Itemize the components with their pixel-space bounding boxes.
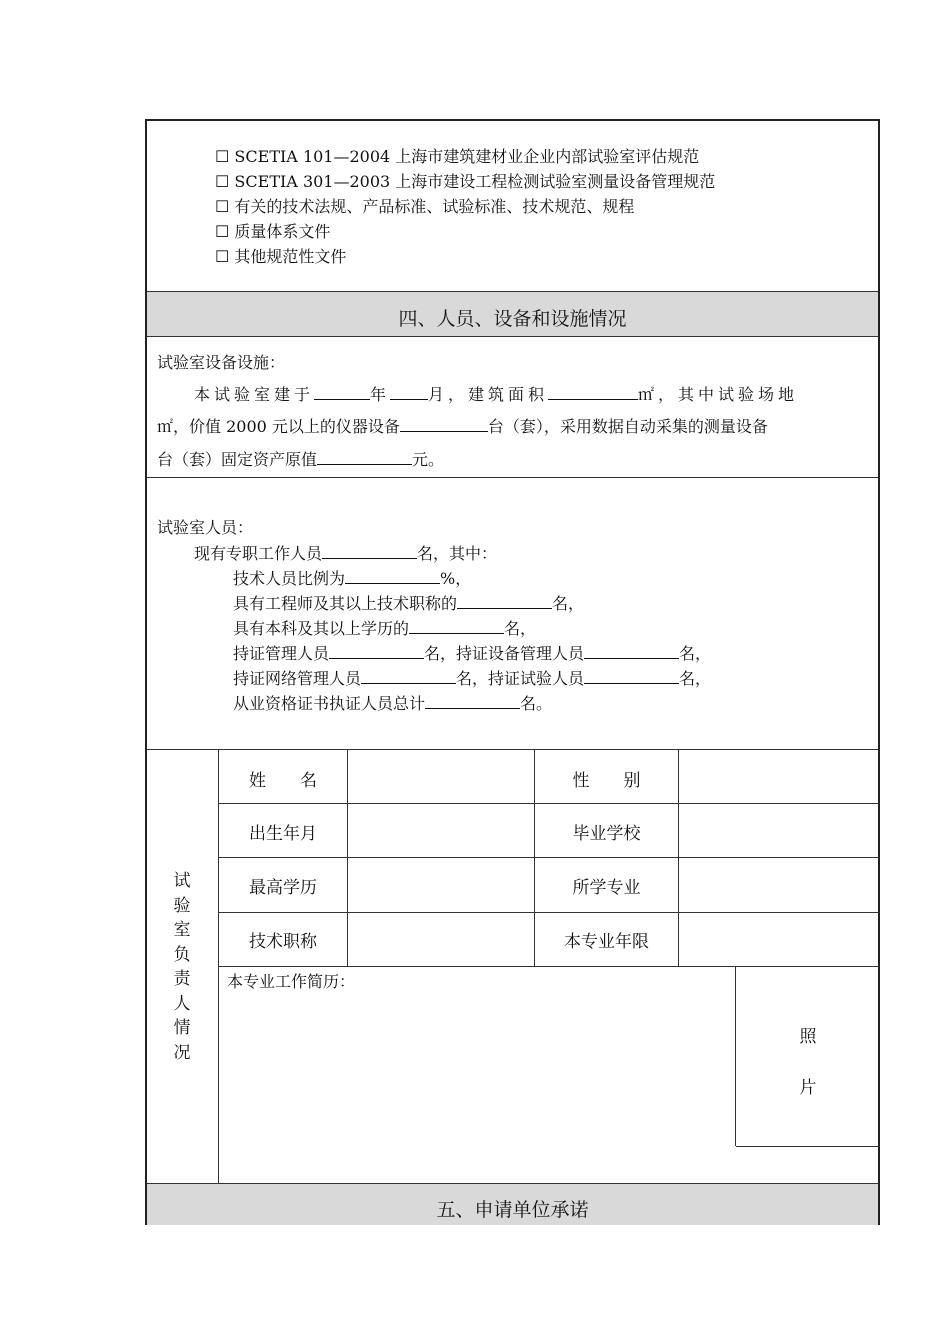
- instrument-count-blank[interactable]: [400, 416, 488, 432]
- education-field[interactable]: [348, 858, 534, 912]
- checklist-item[interactable]: ☐ SCETIA 301—2003 上海市建设工程检测试验室测量设备管理规范: [215, 172, 716, 191]
- years-field[interactable]: [679, 913, 880, 966]
- personnel-line: 持证管理人员 名，持证设备管理人员 名，: [233, 644, 712, 663]
- title-field[interactable]: [348, 913, 534, 966]
- name-field[interactable]: [348, 750, 534, 803]
- checklist-item[interactable]: ☐ 质量体系文件: [215, 222, 331, 241]
- checklist-item[interactable]: ☐ SCETIA 101—2004 上海市建筑建材业企业内部试验室评估规范: [215, 147, 700, 166]
- divider: [219, 966, 880, 967]
- qualified-total-blank[interactable]: [425, 693, 520, 709]
- school-label: 毕业学校: [572, 824, 641, 844]
- divider: [147, 477, 878, 478]
- section5-title: 五、申请单位承诺: [436, 1199, 589, 1221]
- personnel-label: 试验室人员：: [157, 518, 254, 537]
- gender-field[interactable]: [679, 750, 880, 803]
- cert-equipment-blank[interactable]: [584, 643, 679, 659]
- equipment-line-1: 本试验室建于 年 月，建筑面积 ㎡，其中试验场地: [194, 385, 799, 404]
- cert-network-blank[interactable]: [361, 668, 456, 684]
- education-label: 最高学历: [249, 878, 317, 898]
- personnel-line: 具有工程师及其以上技术职称的 名，: [233, 594, 585, 613]
- bachelor-blank[interactable]: [409, 618, 504, 634]
- major-label: 所学专业: [572, 878, 641, 898]
- years-label: 本专业年限: [564, 932, 649, 952]
- personnel-line: 现有专职工作人员 名，其中：: [194, 544, 498, 563]
- leader-side-label: 试 验 室 负 责 人 情 况: [173, 871, 191, 1063]
- equipment-label: 试验室设备设施：: [157, 353, 286, 372]
- personnel-line: 持证网络管理人员 名，持证试验人员 名，: [233, 669, 712, 688]
- birth-field[interactable]: [348, 804, 534, 857]
- grid-line: [735, 966, 736, 1146]
- resume-field[interactable]: [219, 993, 735, 1181]
- photo-label: 照: [799, 1027, 817, 1047]
- equipment-line-2: ㎡，价值 2000 元以上的仪器设备 台（套），采用数据自动采集的测量设备: [157, 417, 768, 436]
- application-form-table: [145, 119, 880, 1225]
- personnel-line: 技术人员比例为 %，: [233, 569, 472, 588]
- resume-label: 本专业工作简历：: [227, 972, 356, 991]
- school-field[interactable]: [679, 804, 880, 857]
- cert-tester-blank[interactable]: [584, 668, 679, 684]
- cert-manager-blank[interactable]: [329, 643, 424, 659]
- name-label: 姓 名: [249, 771, 317, 791]
- title-label: 技术职称: [249, 932, 317, 952]
- photo-label: 片: [799, 1078, 817, 1098]
- major-field[interactable]: [679, 858, 880, 912]
- gender-label: 性 别: [572, 771, 641, 791]
- engineer-blank[interactable]: [457, 593, 552, 609]
- year-blank[interactable]: [314, 384, 370, 400]
- section4-title: 四、人员、设备和设施情况: [398, 308, 627, 330]
- checklist-item[interactable]: ☐ 有关的技术法规、产品标准、试验标准、技术规范、规程: [215, 197, 635, 216]
- personnel-line: 从业资格证书执证人员总计 名。: [233, 694, 553, 713]
- area-blank[interactable]: [548, 384, 638, 400]
- fulltime-blank[interactable]: [322, 543, 417, 559]
- divider: [147, 336, 878, 337]
- equipment-line-3: 台（套）固定资产原值 元。: [157, 450, 445, 469]
- tech-ratio-blank[interactable]: [345, 568, 440, 584]
- divider: [736, 1146, 880, 1147]
- birth-label: 出生年月: [249, 824, 317, 844]
- month-blank[interactable]: [390, 384, 428, 400]
- asset-value-blank[interactable]: [317, 449, 412, 465]
- checklist-item[interactable]: ☐ 其他规范性文件: [215, 247, 347, 266]
- personnel-line: 具有本科及其以上学历的 名，: [233, 619, 537, 638]
